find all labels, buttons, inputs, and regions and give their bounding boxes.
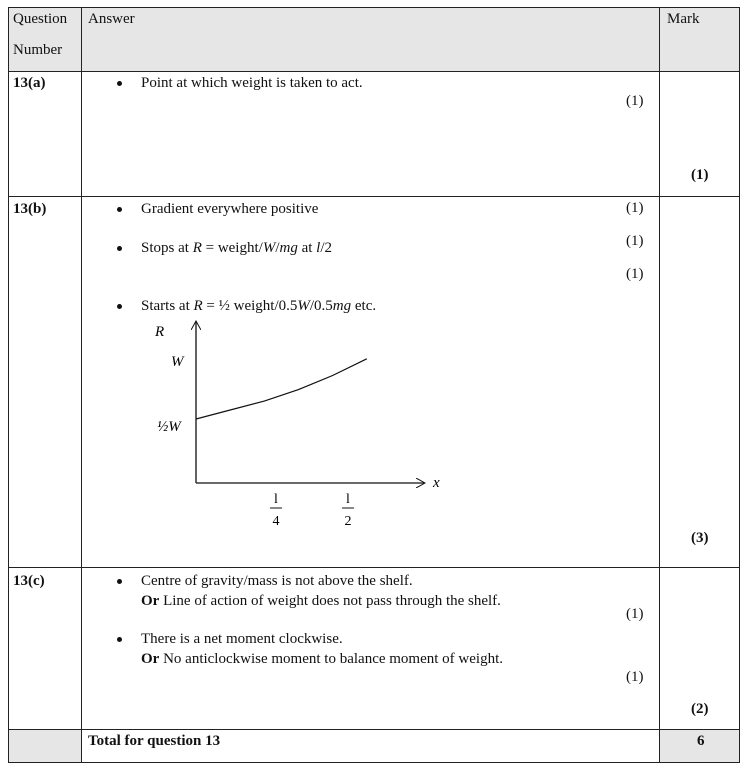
text-span: = ½ weight/0.5 [202,298,298,314]
x-tick-denominator: 4 [272,514,280,529]
text-span: Stops at [141,240,193,256]
question-number-13a: 13(a) [13,75,46,91]
text-span: Starts at [141,298,194,314]
symbol-W: W [297,298,310,314]
point-mark: (1) [626,606,644,622]
symbol-W: W [262,240,276,256]
total-mark-13a: (1) [691,167,709,183]
text-span: at [297,240,317,256]
question-number-13b: 13(b) [13,201,47,217]
symbol-R: R [193,298,203,314]
text-span: No anticlockwise moment to balance moment of weight. [159,651,503,667]
y-tick-label-half-w: ½W [157,419,181,435]
bullet [117,579,122,584]
point-mark: (1) [626,233,644,249]
answer-point-13b-1: Gradient everywhere positive [141,201,319,217]
series-curve [196,359,367,419]
answer-point-13c-2-line1: There is a net moment clockwise. [141,631,343,647]
point-mark: (1) [626,266,644,282]
symbol-R: R [192,240,202,256]
text-span: = weight/ [201,240,263,256]
or-keyword: Or [141,651,160,667]
header-answer: Answer [88,11,135,27]
x-axis-label: x [433,475,440,491]
symbol-mg: mg [332,298,352,314]
text-span: / [275,240,280,256]
answer-point-13c-1-line2 [141,592,501,610]
header-number: Number [13,42,63,58]
text-span: /2 [320,240,332,256]
total-label: Total for question 13 [88,733,221,749]
answer-point-13c-1-line1: Centre of gravity/mass is not above the shelf. [141,573,413,589]
point-mark: (1) [626,669,644,685]
x-tick-numerator: l [346,492,350,507]
text-span: Line of action of weight does not pass through the shelf. [159,593,501,609]
total-value: 6 [697,733,705,749]
y-tick-label-w: W [171,354,184,370]
total-mark-13b: (3) [691,530,709,546]
question-number-13c: 13(c) [13,573,45,589]
text-span: /0.5 [309,298,333,314]
x-tick-quarter [270,492,282,529]
symbol-mg: mg [279,240,298,256]
x-tick-half [342,492,354,529]
answer-point-13c-2-line2 [141,650,503,668]
answer-point-13a-1: Point at which weight is taken to act. [141,75,363,91]
header-mark: Mark [667,11,700,27]
point-mark: (1) [626,200,644,216]
x-tick-denominator: 2 [344,514,352,529]
bullet [117,637,122,642]
point-mark: (1) [626,93,644,109]
symbol-l: l [316,240,321,256]
x-tick-numerator: l [274,492,278,507]
text-span: etc. [351,298,377,314]
or-keyword: Or [141,593,160,609]
total-mark-13c: (2) [691,701,709,717]
header-question: Question [13,11,68,27]
y-axis-label: R [155,324,165,340]
